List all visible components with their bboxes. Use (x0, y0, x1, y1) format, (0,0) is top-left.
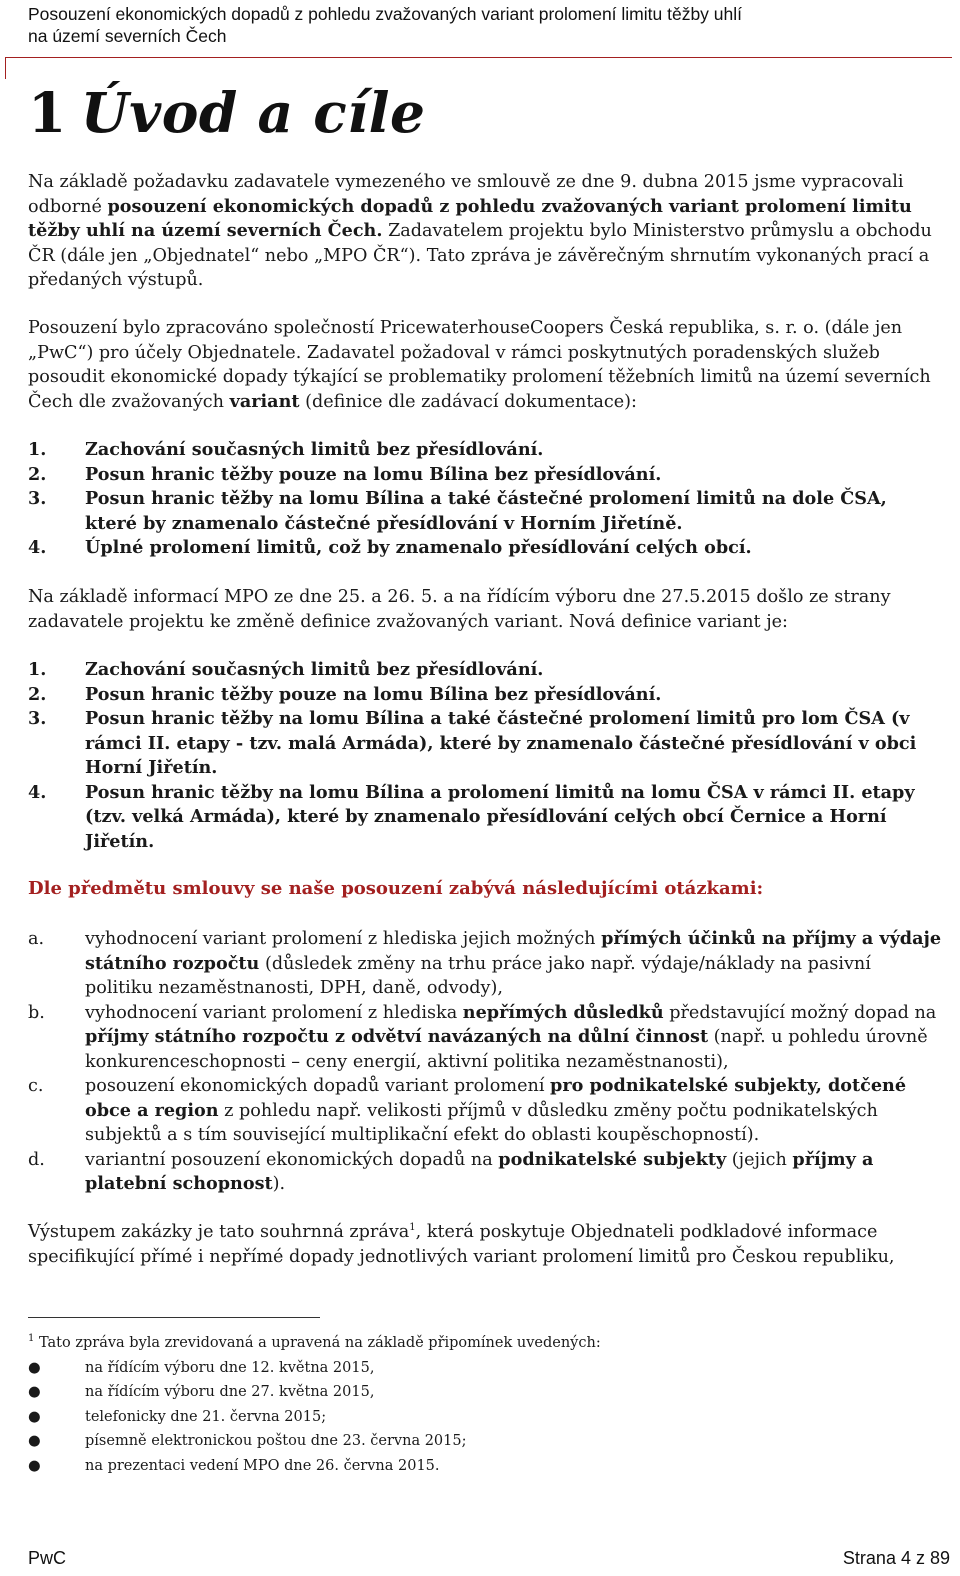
list-marker: a. (28, 929, 45, 949)
list-item-text: Úplné prolomení limitů, což by znamenalo přesídlování celých obcí. (85, 537, 752, 558)
intro-paragraph-2 (28, 316, 942, 414)
list-marker: 2. (28, 683, 47, 705)
footnote-list (28, 1356, 928, 1479)
list-marker: 4. (28, 781, 47, 803)
list-item (28, 1356, 928, 1381)
list-marker: 1. (28, 439, 47, 460)
list-marker: 4. (28, 537, 47, 558)
bold-run: příjmy a platební schopnost (85, 1148, 874, 1194)
header-rule (5, 57, 952, 58)
list-item (28, 1405, 928, 1430)
text-run: vyhodnocení variant prolomení z hlediska jejich možných (85, 929, 602, 949)
list-item (28, 536, 942, 561)
list-item (28, 487, 942, 536)
intro-p2-text-2: (definice dle zadávací dokumentace): (299, 391, 637, 412)
question-item-b (28, 1001, 942, 1075)
footnote-reference[interactable]: 1 (409, 1222, 416, 1234)
list-marker: 2. (28, 463, 47, 485)
intro-p1-bold: posouzení ekonomických dopadů z pohledu zvažovaných variant prolomení limitu těžby uhlí na území severních Čech. (28, 195, 912, 241)
questions-list (28, 927, 942, 1197)
footer-company: PwC (28, 1548, 67, 1568)
question-item-c (28, 1074, 942, 1148)
text-run: (např. u pohledu úrovně konkurenceschopnosti – ceny energií, aktivní politika nezaměstnanosti), (85, 1027, 928, 1072)
variants-original-list (28, 438, 942, 561)
output-text: Výstupem zakázky je tato souhrnná zpráva (28, 1222, 410, 1242)
text-run: (jejich (726, 1149, 793, 1170)
list-marker: 1. (28, 659, 47, 680)
text-run: posouzení ekonomických dopadů variant prolomení (85, 1076, 551, 1096)
text-run: představující možný dopad na (663, 1002, 937, 1023)
list-item (28, 1380, 928, 1405)
bold-run: přímých účinků na příjmy a výdaje státního rozpočtu (85, 928, 942, 974)
list-item-text (85, 1074, 942, 1148)
footnote-marker: 1 (28, 1333, 35, 1345)
text-run: variantní posouzení ekonomických dopadů na (85, 1149, 499, 1170)
list-item-text: Zachování současných limitů bez přesídlování. (85, 439, 544, 460)
intro-paragraph-1 (28, 170, 942, 293)
running-header-line2: na území severních Čech (28, 26, 227, 46)
change-paragraph (28, 585, 942, 634)
footnote-item-text: telefonicky dne 21. června 2015; (85, 1408, 327, 1425)
text-run: ). (272, 1174, 286, 1194)
list-item-text (85, 927, 942, 1001)
variants-new-list (28, 658, 942, 854)
bold-run: nepřímých důsledků (462, 1001, 664, 1023)
footnote-item-text: na řídícím výboru dne 12. května 2015, (85, 1359, 375, 1376)
output-text-2: , která poskytuje Objednateli podkladové informace specifikující přímé i nepřímé dopady jednotlivých variant prolomení limitů pro Českou republiku, (28, 1222, 895, 1267)
list-item-text: Posun hranic těžby pouze na lomu Bílina bez přesídlování. (85, 463, 662, 485)
list-item-text: Posun hranic těžby na lomu Bílina a také částečné prolomení limitů pro lom ČSA (v rámci II. etapy - tzv. malá Armáda), které by znamenalo částečné přesídlování v obci Horní Jiřetín. (85, 708, 917, 778)
running-header-line1: Posouzení ekonomických dopadů z pohledu zvažovaných variant prolomení limitu těžby uhlí (28, 4, 743, 24)
intro-p1-text: Na základě požadavku zadavatele vymezeného ve smlouvě ze dne 9. dubna 2015 jsme vypracovali odborné (28, 172, 904, 217)
output-paragraph (28, 1220, 942, 1269)
text-run: vyhodnocení variant prolomení z hlediska (85, 1002, 463, 1023)
footnote-separator (28, 1317, 320, 1318)
text-run: z pohledu např. velikosti příjmů v důsledku změny počtu podnikatelských subjektů a s tím související multiplikační efekt do oblasti koupěschopností). (85, 1100, 878, 1145)
chapter-heading (28, 78, 426, 148)
list-item (28, 1429, 928, 1454)
list-item (28, 707, 942, 781)
list-item-text: Posun hranic těžby na lomu Bílina a prolomení limitů na lomu ČSA v rámci II. etapy (tzv. velká Armáda), které by znamenalo přesídlování celých obcí Černice a Horní Jiřetín. (85, 781, 915, 852)
bullet-icon: ● (28, 1359, 41, 1376)
list-item-text (85, 1001, 942, 1075)
intro-p2-bold: variant (229, 390, 300, 412)
footnote-item-text: na prezentaci vedení MPO dne 26. června 2015. (85, 1457, 440, 1474)
list-item (28, 683, 942, 708)
question-item-d (28, 1148, 942, 1197)
footnote-item-text: písemně elektronickou poštou dne 23. června 2015; (85, 1433, 467, 1449)
question-item-a (28, 927, 942, 1001)
list-marker: 3. (28, 488, 47, 509)
list-item-text: Posun hranic těžby pouze na lomu Bílina bez přesídlování. (85, 683, 662, 705)
bullet-icon: ● (28, 1457, 41, 1474)
bullet-icon: ● (28, 1384, 41, 1400)
chapter-number: 1 (28, 80, 67, 145)
list-marker: b. (28, 1002, 45, 1023)
running-header (28, 3, 928, 47)
questions-heading: Dle předmětu smlouvy se naše posouzení zabývá následujícími otázkami: (28, 878, 764, 899)
intro-p2-text: Posouzení bylo zpracováno společností PricewaterhouseCoopers Česká republika, s. r. o. (dále jen „PwC“) pro účely Objednatele. Zadavatel požadoval v rámci poskytnutých poradenských služeb posoudit ekonomické dopady týkající se problematiky prolomení těžebních limitů na území severních Čech dle zvažovaných (28, 318, 931, 412)
bold-run: pro podnikatelské subjekty, dotčené obce a region (85, 1075, 907, 1121)
intro-p1-text-2: Zadavatelem projektu bylo Ministerstvo průmyslu a obchodu ČR (dále jen „Objednatel“ nebo „MPO ČR“). Tato zpráva je závěrečným shrnutím vykonaných prací a předaných výstupů. (28, 221, 932, 290)
footnote-item-text: na řídícím výboru dne 27. května 2015, (85, 1384, 375, 1400)
list-item-text: Zachování současných limitů bez přesídlování. (85, 659, 544, 680)
list-item (28, 781, 942, 855)
bullet-icon: ● (28, 1408, 41, 1425)
bold-run: příjmy státního rozpočtu z odvětví navázaných na důlní činnost (85, 1026, 709, 1047)
footnote (28, 1331, 928, 1478)
list-item (28, 1454, 928, 1479)
list-item (28, 438, 942, 463)
text-run: (důsledek změny na trhu práce jako např. výdaje/náklady na pasivní politiku nezaměstnanosti, DPH, daně, odvody), (85, 953, 871, 998)
list-marker: c. (28, 1076, 44, 1096)
bold-run: podnikatelské subjekty (498, 1148, 727, 1170)
list-marker: d. (28, 1149, 45, 1170)
chapter-title: Úvod a cíle (80, 80, 426, 145)
change-paragraph-text: Na základě informací MPO ze dne 25. a 26. 5. a na řídícím výboru dne 27.5.2015 došlo ze strany zadavatele projektu ke změně definice zvažovaných variant. Nová definice variant je: (28, 587, 891, 632)
header-rule-tick (5, 57, 6, 79)
list-item-text (85, 1148, 942, 1197)
bullet-icon: ● (28, 1433, 41, 1449)
footnote-intro: Tato zpráva byla zrevidovaná a upravená na základě připomínek uvedených: (34, 1335, 601, 1351)
list-item-text: Posun hranic těžby na lomu Bílina a také částečné prolomení limitů na dole ČSA, které by znamenalo částečné přesídlování v Horním Jiřetíně. (85, 488, 887, 534)
list-marker: 3. (28, 708, 47, 729)
list-item (28, 463, 942, 488)
list-item (28, 658, 942, 683)
footer-page-number: Strana 4 z 89 (842, 1548, 950, 1568)
